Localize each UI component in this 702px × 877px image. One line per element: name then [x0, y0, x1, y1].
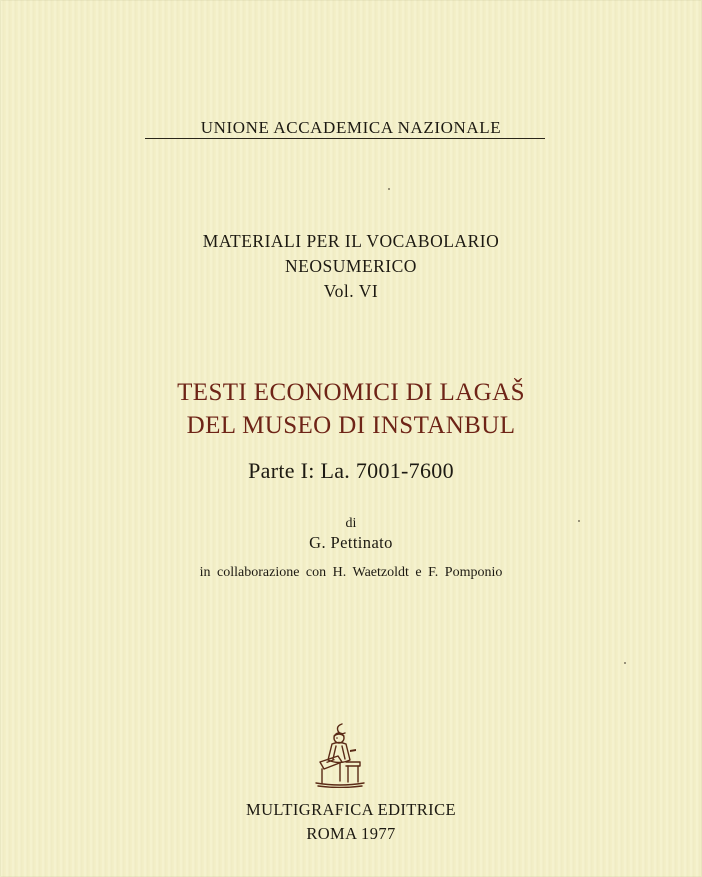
- scribe-mark-icon: [312, 722, 368, 788]
- publisher-name: MULTIGRAFICA EDITRICE: [246, 800, 456, 819]
- publisher-place-year: ROMA 1977: [306, 824, 396, 843]
- paper-speck: [578, 520, 580, 522]
- collaboration-line: in collaborazione con H. Waetzoldt e F. Pomponio: [199, 565, 503, 580]
- series-block: [0, 229, 702, 304]
- author-name: G. Pettinato: [309, 533, 393, 552]
- title-line-2: DEL MUSEO DI INSTANBUL: [186, 412, 516, 439]
- institution-rule: [145, 138, 545, 139]
- book-title: [0, 376, 702, 442]
- publisher-block: [0, 798, 702, 846]
- part-subtitle: Parte I: La. 7001-7600: [248, 458, 454, 483]
- series-line-2: NEOSUMERICO: [285, 256, 417, 276]
- series-volume: Vol. VI: [323, 281, 379, 301]
- paper-speck: [624, 662, 626, 664]
- title-line-1: TESTI ECONOMICI DI LAGAŠ: [177, 379, 525, 406]
- paper-speck: [388, 188, 390, 190]
- institution-name: UNIONE ACCADEMICA NAZIONALE: [200, 118, 502, 137]
- series-line-1: MATERIALI PER IL VOCABOLARIO: [202, 231, 500, 251]
- by-label: di: [345, 516, 357, 531]
